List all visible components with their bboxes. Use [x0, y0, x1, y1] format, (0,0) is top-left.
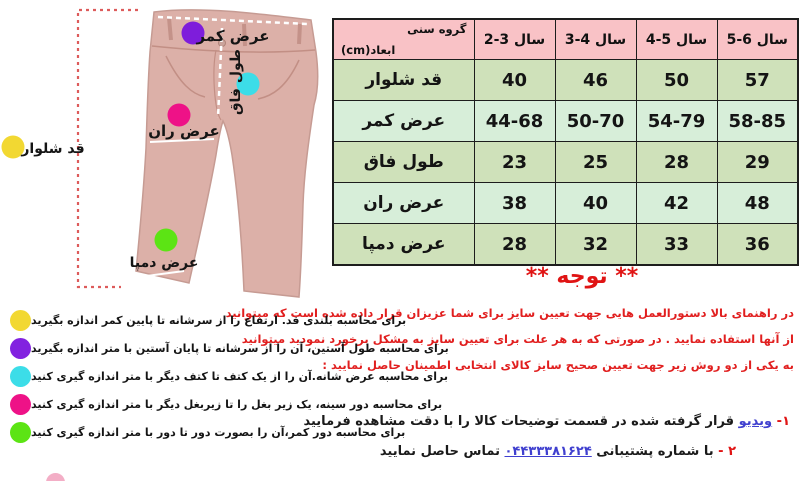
item-2-text-before: با شماره پشتیبانی [596, 444, 714, 459]
magenta-dot-icon [10, 394, 31, 415]
hem-width-label: عرض دمپا [129, 255, 199, 271]
thigh-width-label: عرض ران [148, 122, 220, 140]
legend-item-waist [10, 421, 406, 443]
legend-item-chest [10, 393, 443, 415]
video-link[interactable]: ویدیو [738, 414, 773, 429]
pants-length-label: قد شلوار [21, 141, 85, 157]
legend-item-height [10, 309, 407, 331]
green-dot-icon [10, 422, 31, 443]
cell-value: 50 [636, 60, 717, 101]
cyan-dot-icon [10, 366, 31, 387]
item-2-text-after: تماس حاصل نمایید [379, 444, 500, 459]
pants-silhouette [136, 10, 318, 297]
legend-item-label: برای محاسبه عرض شانه.آن را از یک کتف تا کتف دیگر با متر اندازه گیری کنید [31, 369, 449, 383]
legend-item-label: برای محاسبه دور سینه، یک زیر بغل را تا زیربغل دیگر با متر اندازه گیری کنید [31, 397, 443, 411]
cell-value: 48 [717, 183, 798, 224]
cell-value: 28 [636, 142, 717, 183]
pants-illustration [0, 0, 340, 310]
notice-instructions [303, 412, 790, 462]
waist-width-label: عرض کمر [196, 27, 270, 45]
cell-value: 38 [474, 183, 555, 224]
notice-line-2: از آنها استفاده نمایید . در صورتی که به هر علت برای تعیین سایز به مشکل برخورد نمودید میتوانید [241, 332, 794, 346]
length-measure-line [78, 10, 138, 287]
cell-value: 44-68 [474, 101, 555, 142]
cell-value: 33 [636, 224, 717, 266]
item-2-number: ۲ - [718, 444, 736, 459]
purple-dot-icon [10, 338, 31, 359]
col-header-2-3: 2-3 سال [474, 19, 555, 60]
cell-value: 36 [717, 224, 798, 266]
cell-value: 50-70 [555, 101, 636, 142]
legend-item-sleeve [10, 337, 449, 359]
cell-value: 40 [555, 183, 636, 224]
cell-value: 42 [636, 183, 717, 224]
belt-loop [299, 24, 300, 44]
measuring-legend [10, 309, 449, 449]
table-row [333, 101, 798, 142]
legend-item-label: برای محاسبه طول آستین، آن را از سرشانه تا پایان آستین با متر اندازه بگیرید [31, 341, 449, 355]
col-header-3-4: 3-4 سال [555, 19, 636, 60]
belt-loop [169, 18, 171, 40]
cell-value: 58-85 [717, 101, 798, 142]
instruction-item-1 [303, 412, 790, 432]
rise-length-label: طول فاق [228, 49, 244, 115]
cell-value: 29 [717, 142, 798, 183]
cell-value: 25 [555, 142, 636, 183]
legend-item-shoulder [10, 365, 449, 387]
row-label: عرض کمر [333, 101, 474, 142]
cell-value: 54-79 [636, 101, 717, 142]
corner-age-group-label: گروه سنی [407, 22, 467, 36]
hem-width-dot [155, 229, 178, 252]
notice-line-3: به یکی از دو روش زیر جهت تعیین صحیح سایز کالای انتخابی اطمینان حاصل نمایید : [322, 358, 794, 372]
table-row [333, 142, 798, 183]
row-label: عرض ران [333, 183, 474, 224]
notice-line-1: در راهنمای بالا دستورالعمل هایی جهت تعیین سایز برای شما عزیزان قرار داده شده است که میتوانید [225, 306, 794, 320]
instruction-item-2 [368, 442, 790, 462]
corner-dimensions-label: ابعاد(cm) [341, 43, 396, 57]
notice-title: ** توجه ** [525, 264, 639, 289]
row-label: عرض دمپا [333, 224, 474, 266]
row-label: طول فاق [333, 142, 474, 183]
support-phone-link[interactable]: ۰۴۴۳۳۳۸۱۶۲۴ [504, 444, 592, 459]
yellow-dot-icon [10, 310, 31, 331]
item-1-text: قرار گرفته شده در قسمت توضیحات کالا را با دقت مشاهده فرمایید [303, 414, 735, 429]
cell-value: 57 [717, 60, 798, 101]
cell-value: 46 [555, 60, 636, 101]
cropped-pink-dot [46, 473, 65, 481]
col-header-5-6: 5-6 سال [717, 19, 798, 60]
table-header-row [333, 19, 798, 60]
cell-value: 23 [474, 142, 555, 183]
cell-value: 40 [474, 60, 555, 101]
table-row [333, 224, 798, 266]
item-1-number: ۱- [776, 414, 790, 429]
table-row [333, 60, 798, 101]
table-corner-cell [333, 19, 474, 60]
legend-item-label: برای محاسبه دور کمر،آن را بصورت دور تا دور با متر اندازه گیری کنید [31, 425, 406, 439]
cell-value: 32 [555, 224, 636, 266]
cell-value: 28 [474, 224, 555, 266]
size-chart-table [332, 18, 799, 266]
col-header-4-5: 4-5 سال [636, 19, 717, 60]
table-row [333, 183, 798, 224]
legend-item-label: برای محاسبه بلندی قد. ارتفاع را از سرشانه تا پایین کمر اندازه بگیرید [31, 313, 407, 327]
row-label: قد شلوار [333, 60, 474, 101]
